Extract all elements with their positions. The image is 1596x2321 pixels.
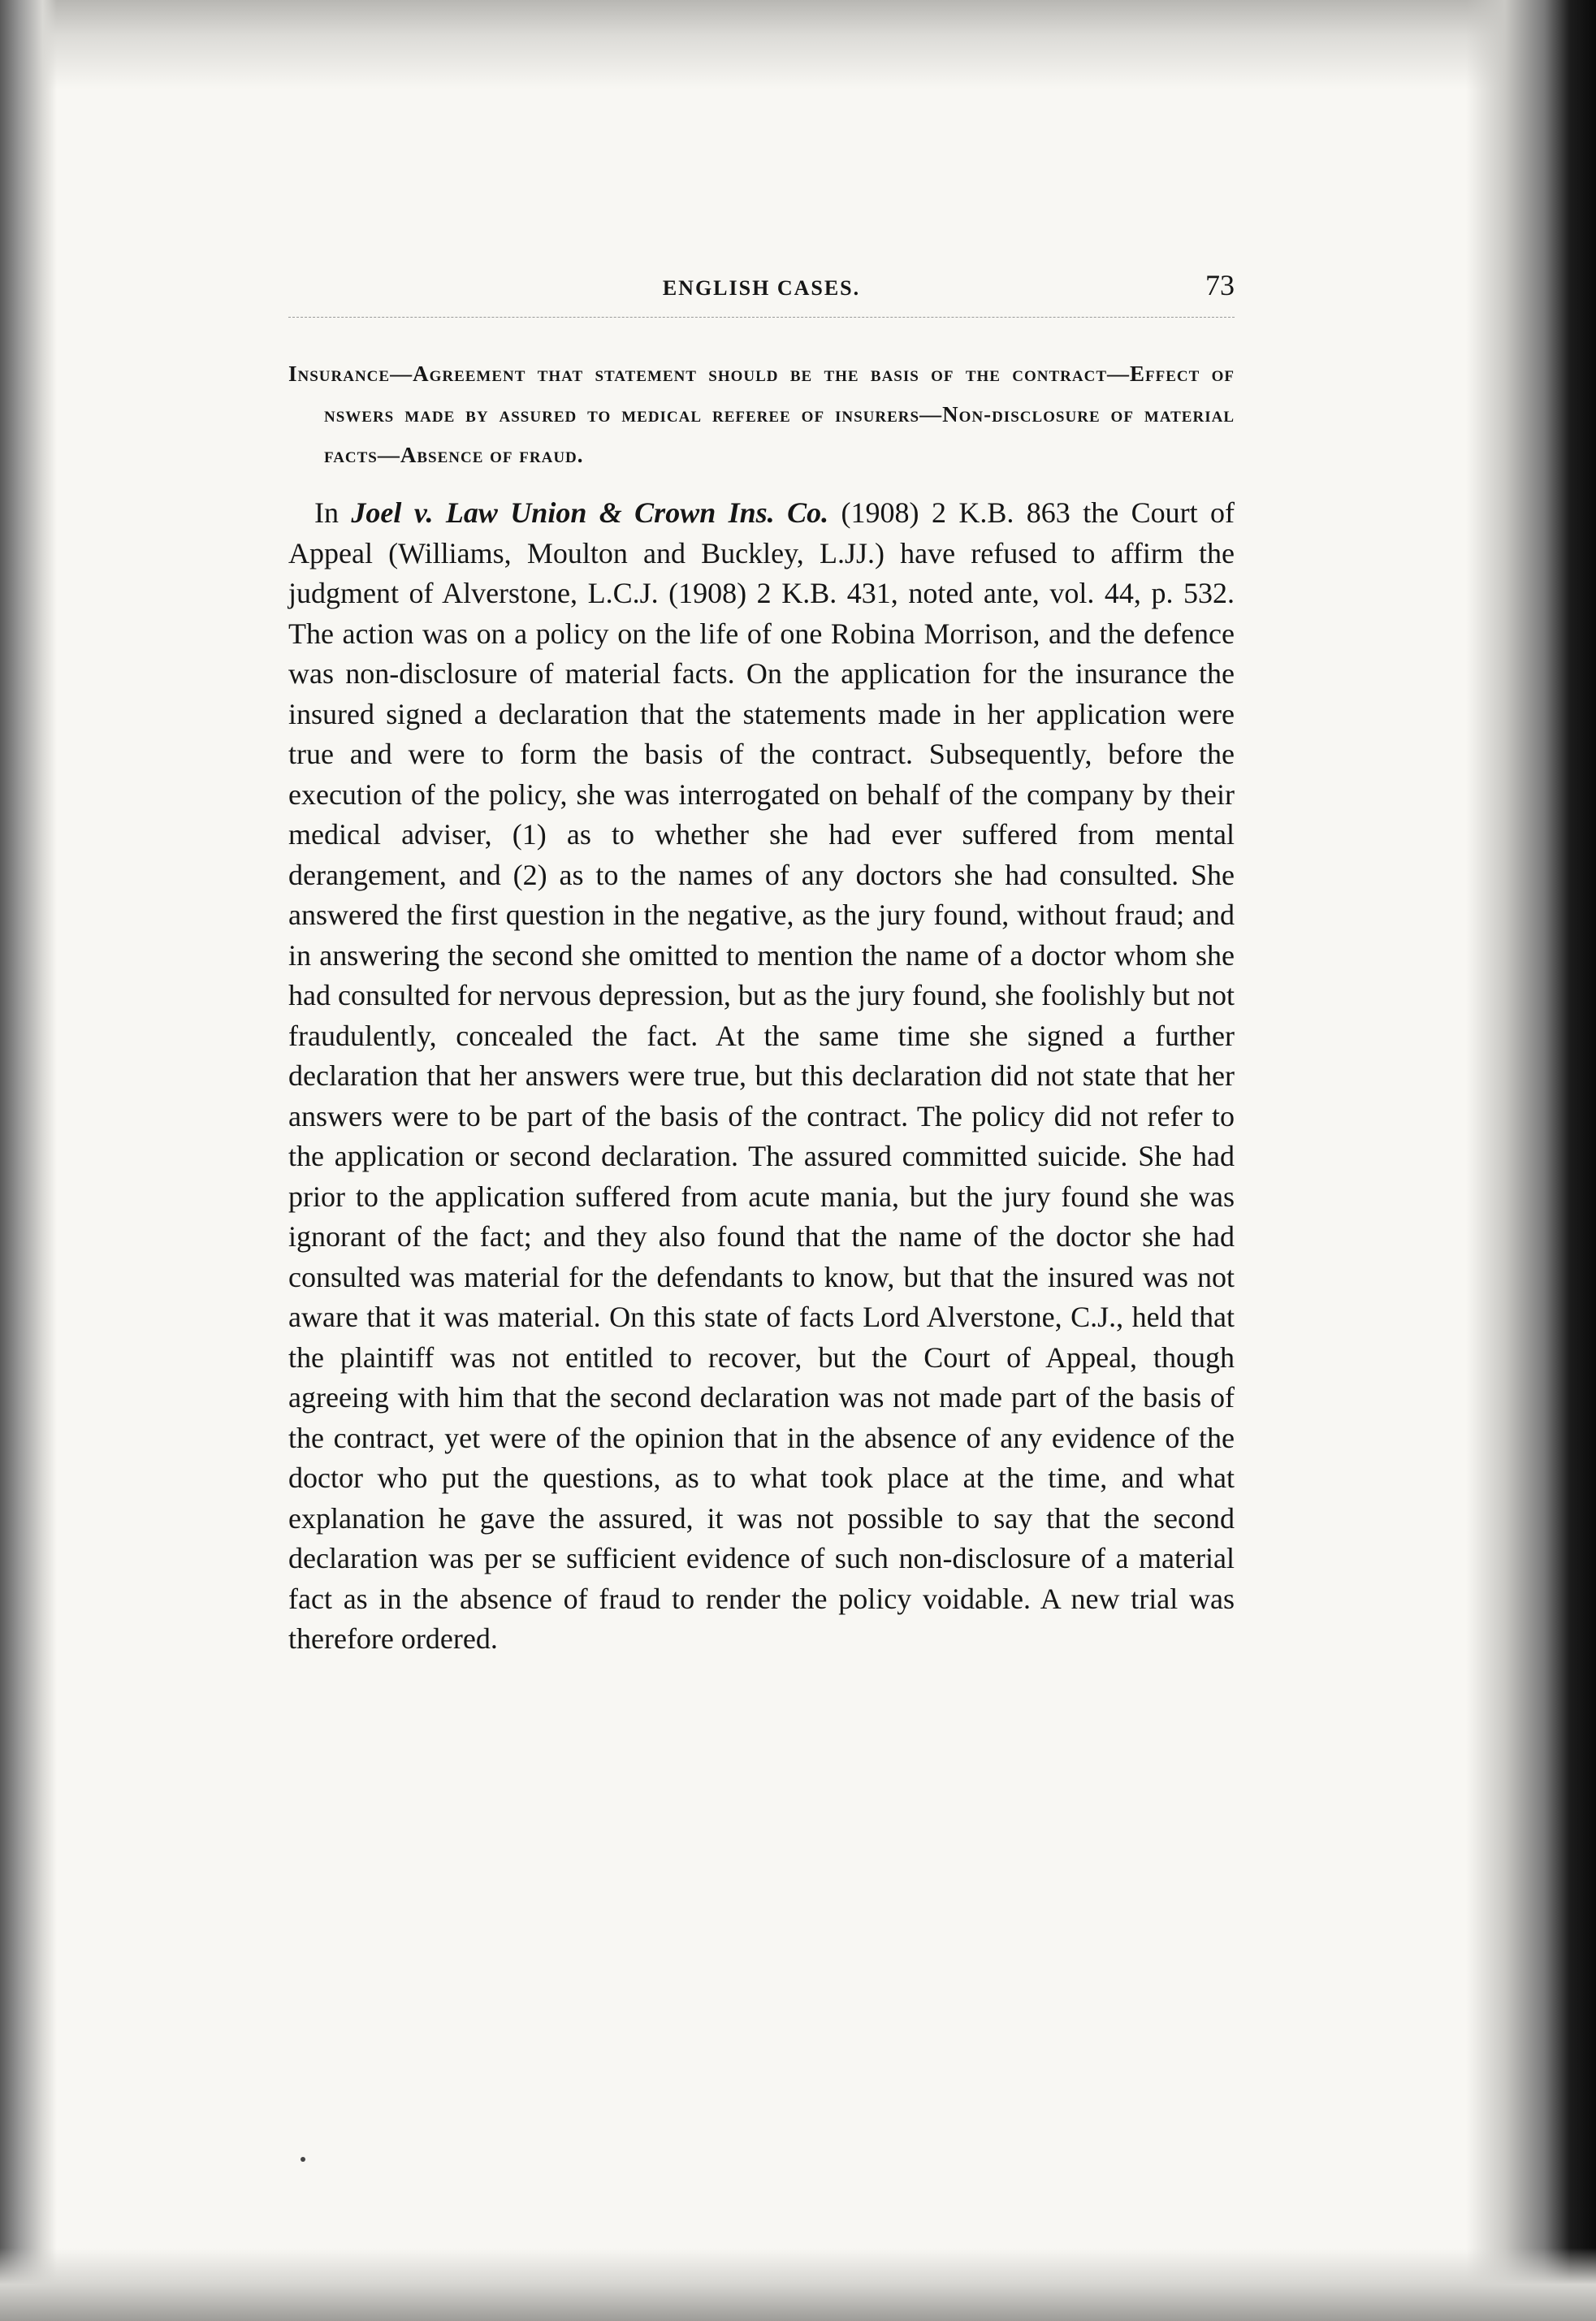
scan-bottom-shadow	[0, 2248, 1596, 2321]
running-head-title: ENGLISH CASES.	[662, 276, 861, 300]
ink-speck	[301, 2157, 305, 2162]
case-summary	[288, 493, 1235, 1660]
case-summary-text: (1908) 2 K.B. 863 the Court of Appeal (Williams, Moulton and Buckley, L.JJ.) have refused to affirm the judgment of Alverstone, L.C.J. (1908) 2 K.B. 431, noted ante, vol. 44, p. 532. The action was on a policy on the life of one Robina Morrison, and the defence was non-disclosure of material facts. On the application for the insurance the insured signed a declaration that the statements made in her application were true and were to form the basis of the contract. Subsequently, before the execution of the policy, she was interrogated on behalf of the company by their medical adviser, (1) as to whether she had ever suffered from mental derangement, and (2) as to the names of any doctors she had consulted. She answered the first question in the negative, as the jury found, without fraud; and in answering the second she omitted to mention the name of a doctor whom she had consulted for nervous depression, but as the jury found, she foolishly but not fraudulently, concealed the fact. At the same time she signed a further declaration that her answers were true, but this declaration did not state that her answers were to be part of the basis of the contract. The policy did not refer to the application or second declaration. The assured committed suicide. She had prior to the application suffered from acute mania, but the jury found she was ignorant of the fact; and they also found that the name of the doctor she had consulted was material for the defendants to know, but that the insured was not aware that it was material. On this state of facts Lord Alverstone, C.J., held that the plaintiff was not entitled to recover, but the Court of Appeal, though agreeing with him that the second declaration was not made part of the basis of the contract, yet were of the opinion that in the absence of any evidence of the doctor who put the questions, as to what took place at the time, and what explanation he gave the assured, it was not possible to say that the second declaration was per se sufficient evidence of such non-disclosure of a material fact as in the absence of fraud to render the policy voidable. A new trial was therefore ordered.	[288, 496, 1235, 1655]
scan-left-shadow	[0, 0, 57, 2321]
scan-right-shadow	[1466, 0, 1596, 2321]
running-head	[288, 268, 1235, 318]
page-number: 73	[1205, 269, 1235, 301]
scan-top-shadow	[0, 0, 1596, 89]
page-text-block	[288, 268, 1235, 1660]
case-headnote: Insurance—Agreement that statement should be the basis of the contract—Effect of nswers made by assured to medical referee of insurers—Non-disclosure of material facts—Absence of fraud.	[288, 362, 1235, 467]
intro-word: In	[314, 496, 339, 529]
case-name: Joel v. Law Union & Crown Ins. Co.	[351, 496, 829, 529]
